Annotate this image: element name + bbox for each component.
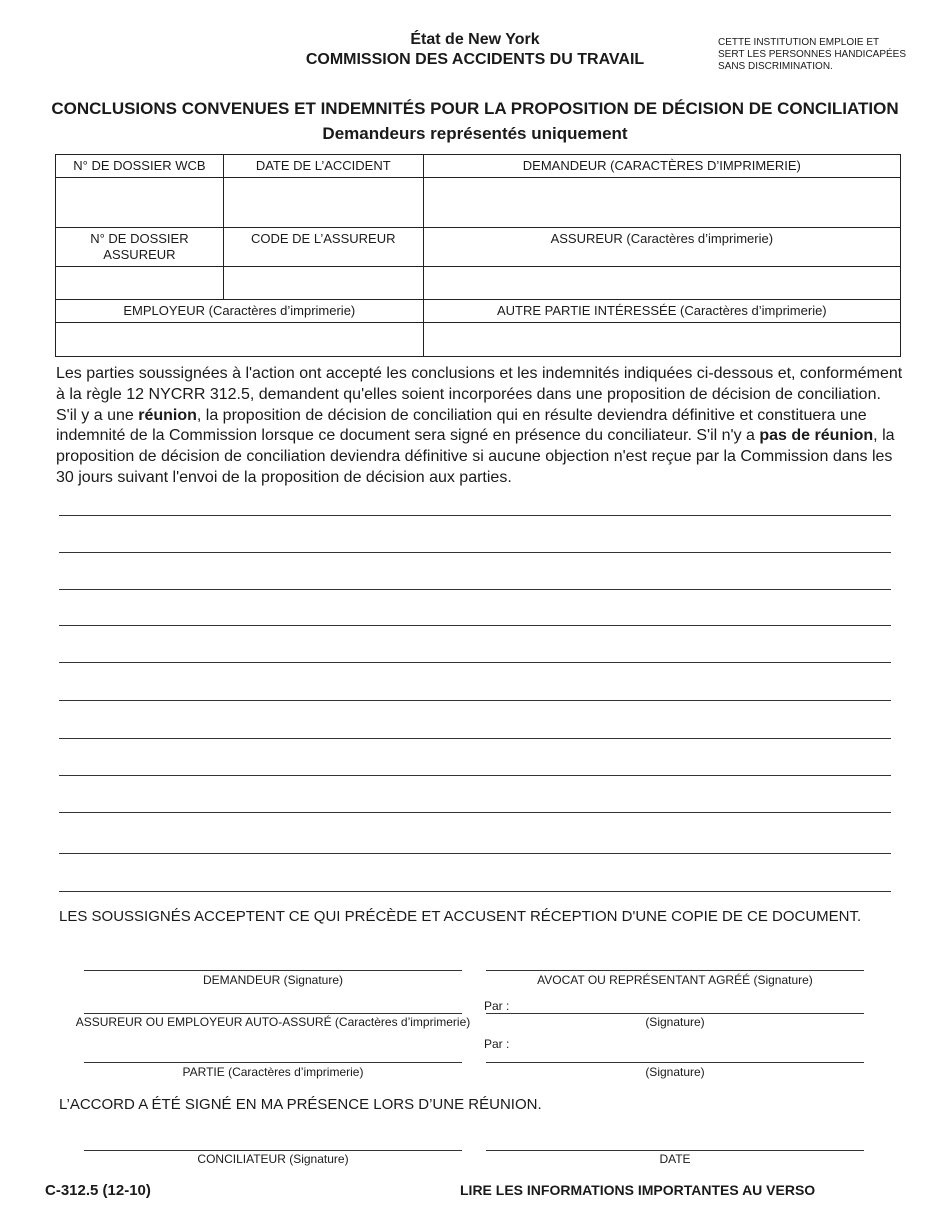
findings-line[interactable] bbox=[59, 625, 891, 626]
carrier-code-field[interactable] bbox=[223, 267, 423, 300]
carrier-case-no-label: N° DE DOSSIER ASSUREUR bbox=[56, 228, 224, 267]
carrier-name-label: ASSUREUR OU EMPLOYEUR AUTO-ASSURÉ (Caractères d’imprimerie) bbox=[75, 1015, 471, 1029]
form-number: C-312.5 (12-10) bbox=[45, 1182, 151, 1199]
party-signature-label: (Signature) bbox=[645, 1065, 705, 1079]
carrier-signature-label: (Signature) bbox=[645, 1015, 705, 1029]
claimant-signature-line[interactable] bbox=[84, 970, 462, 971]
findings-line[interactable] bbox=[59, 812, 891, 813]
read-back-notice: LIRE LES INFORMATIONS IMPORTANTES AU VERSO bbox=[460, 1182, 816, 1198]
attorney-signature-line[interactable] bbox=[486, 970, 864, 971]
claimant-label: DEMANDEUR (CARACTÈRES D’IMPRIMERIE) bbox=[423, 155, 900, 178]
case-info-table bbox=[55, 154, 901, 357]
findings-line[interactable] bbox=[59, 589, 891, 590]
notice-line: SANS DISCRIMINATION. bbox=[718, 61, 833, 72]
other-party-field[interactable] bbox=[423, 323, 900, 357]
findings-line[interactable] bbox=[59, 891, 891, 892]
carrier-field[interactable] bbox=[423, 267, 900, 300]
findings-line[interactable] bbox=[59, 700, 891, 701]
party-signature-line[interactable] bbox=[486, 1062, 864, 1063]
carrier-label: ASSUREUR (Caractères d’imprimerie) bbox=[423, 228, 900, 267]
claimant-signature-label: DEMANDEUR (Signature) bbox=[202, 973, 344, 987]
nondiscrimination-notice bbox=[718, 37, 938, 73]
instructions-bold-text: pas de réunion bbox=[759, 427, 874, 445]
party-name-label: PARTIE (Caractères d’imprimerie) bbox=[182, 1065, 364, 1079]
wcb-case-no-field[interactable] bbox=[56, 178, 224, 228]
notice-line: SERT LES PERSONNES HANDICAPÉES bbox=[718, 49, 907, 60]
claimant-field[interactable] bbox=[423, 178, 900, 228]
party-name-line[interactable] bbox=[84, 1062, 462, 1063]
notice-line: CETTE INSTITUTION EMPLOIE ET bbox=[718, 37, 880, 48]
instructions-text: , la proposition de décision de conciliation deviendra définitive si aucune objection n'est reçue par la Commission dans les 30 jours suivant l'envoi de la proposition de décision aux parties. bbox=[56, 427, 895, 486]
carrier-name-line[interactable] bbox=[84, 1013, 462, 1014]
date-label: DATE bbox=[659, 1152, 691, 1166]
findings-line[interactable] bbox=[59, 738, 891, 739]
carrier-case-no-field[interactable] bbox=[56, 267, 224, 300]
instructions-bold-text: réunion bbox=[138, 406, 197, 424]
by-label: Par : bbox=[484, 1037, 510, 1051]
findings-line[interactable] bbox=[59, 662, 891, 663]
other-party-label: AUTRE PARTIE INTÉRESSÉE (Caractères d’imprimerie) bbox=[423, 300, 900, 323]
employer-label: EMPLOYEUR (Caractères d’imprimerie) bbox=[56, 300, 424, 323]
findings-line[interactable] bbox=[59, 853, 891, 854]
instructions-paragraph bbox=[56, 364, 906, 489]
state-name: État de New York bbox=[410, 31, 540, 48]
form-subtitle: Demandeurs représentés uniquement bbox=[322, 124, 628, 143]
conciliator-signature-label: CONCILIATEUR (Signature) bbox=[197, 1152, 349, 1166]
board-name: COMMISSION DES ACCIDENTS DU TRAVAIL bbox=[305, 51, 645, 68]
employer-field[interactable] bbox=[56, 323, 424, 357]
acceptance-statement: LES SOUSSIGNÉS ACCEPTENT CE QUI PRÉCÈDE ET ACCUSENT RÉCEPTION D'UNE COPIE DE CE DOCUMENT. bbox=[59, 908, 862, 925]
date-of-accident-field[interactable] bbox=[223, 178, 423, 228]
findings-line[interactable] bbox=[59, 515, 891, 516]
findings-line[interactable] bbox=[59, 775, 891, 776]
agreement-signed-statement: L’ACCORD A ÉTÉ SIGNÉ EN MA PRÉSENCE LORS D’UNE RÉUNION. bbox=[59, 1096, 542, 1113]
instructions-text: Les parties soussignées à l'action ont accepté les conclusions et les indemnités indiquées ci-dessous et, conformément à la règle 12 NYCRR 312.5, demandent qu'elles soient incorporées dans une proposition de décision de conciliation. S'il y a une bbox=[56, 365, 903, 424]
date-of-accident-label: DATE DE L’ACCIDENT bbox=[223, 155, 423, 178]
findings-line[interactable] bbox=[59, 552, 891, 553]
carrier-code-label: CODE DE L’ASSUREUR bbox=[223, 228, 423, 267]
carrier-signature-line[interactable] bbox=[486, 1013, 864, 1014]
conciliator-signature-line[interactable] bbox=[84, 1150, 462, 1151]
by-label: Par : bbox=[484, 999, 510, 1013]
form-title: CONCLUSIONS CONVENUES ET INDEMNITÉS POUR LA PROPOSITION DE DÉCISION DE CONCILIATION bbox=[51, 99, 899, 118]
wcb-case-no-label: N° DE DOSSIER WCB bbox=[56, 155, 224, 178]
instructions-text: , la proposition de décision de conciliation qui en résulte deviendra définitive et constituera une indemnité de la Commission lorsque ce document sera signé en présence du conciliateur. S'il n'y a bbox=[56, 406, 867, 445]
attorney-signature-label: AVOCAT OU REPRÉSENTANT AGRÉÉ (Signature) bbox=[537, 973, 813, 987]
date-line[interactable] bbox=[486, 1150, 864, 1151]
